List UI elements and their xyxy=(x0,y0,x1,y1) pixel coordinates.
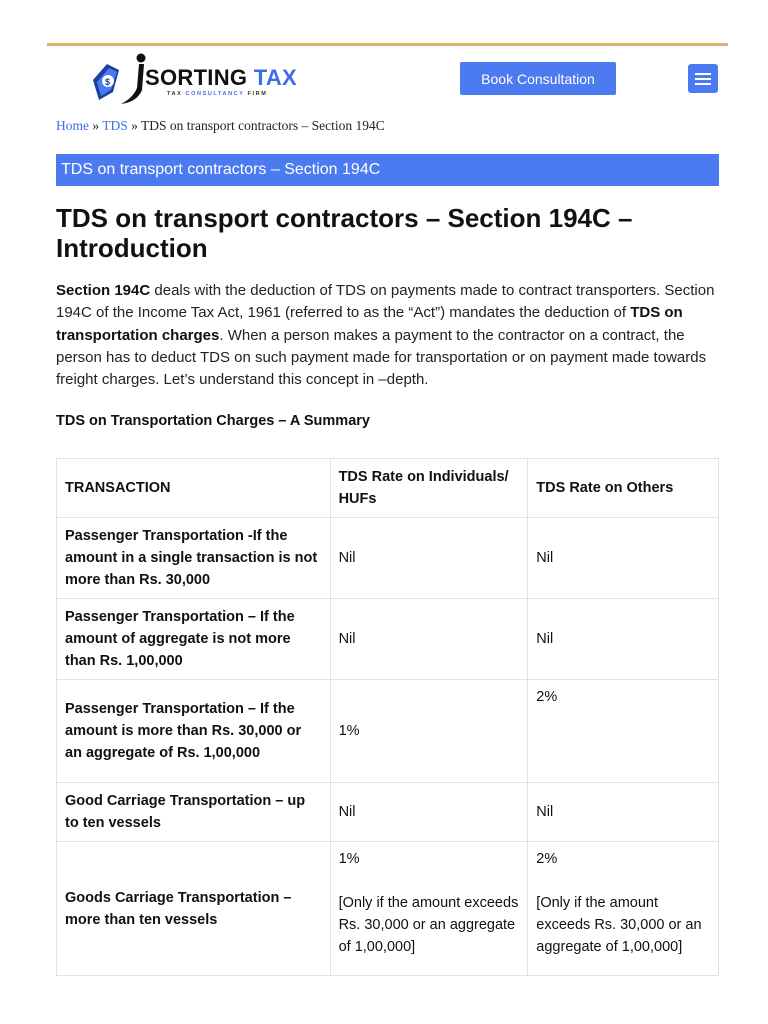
svg-text:$: $ xyxy=(105,77,111,87)
others-rate-cell xyxy=(528,842,719,976)
individual-rate-cell: Nil xyxy=(330,783,528,842)
breadcrumb xyxy=(56,118,385,134)
header-others-rate: TDS Rate on Others xyxy=(528,459,719,518)
logo-tagline-tax: TAX xyxy=(167,91,183,97)
table-row xyxy=(57,599,719,680)
logo-tagline xyxy=(167,91,267,97)
logo-word-tax: TAX xyxy=(253,65,298,90)
others-rate-cell: 2% xyxy=(528,680,719,783)
tds-rate-table xyxy=(56,458,719,976)
logo-tagline-consultancy: CONSULTANCY xyxy=(185,91,245,97)
intro-text-2: . When a person makes a payment to the contractor on a contract, the person has to deduct TDS on such payment made for transportation or on payment made towards freight charges. Let’s understand this concept in –depth. xyxy=(56,326,707,389)
individual-rate-cell: 1% xyxy=(330,680,528,783)
intro-paragraph xyxy=(56,280,721,391)
transaction-cell: Good Carriage Transportation – up to ten vessels xyxy=(57,783,331,842)
hamburger-icon xyxy=(695,73,711,75)
rate-value: 1% xyxy=(338,851,360,867)
table-header-row xyxy=(57,459,719,518)
logo-mark-icon xyxy=(89,50,151,108)
hamburger-icon-bar xyxy=(695,83,711,85)
header-transaction: TRANSACTION xyxy=(57,459,331,518)
individual-rate-cell: Nil xyxy=(330,599,528,680)
intro-text-1: deals with the deduction of TDS on payments made to contract transporters. Section 194C of the Income Tax Act, 1961 (referred to as the “Act”) mandates the deduction of xyxy=(56,282,715,322)
book-consultation-button[interactable]: Book Consultation xyxy=(460,62,616,95)
breadcrumb-separator: » xyxy=(92,118,100,133)
summary-heading: TDS on Transportation Charges – A Summary xyxy=(56,413,370,429)
intro-bold-section: Section 194C xyxy=(56,282,151,299)
site-header xyxy=(47,46,728,112)
hamburger-icon-bar xyxy=(695,78,711,80)
logo-wordmark xyxy=(145,65,297,91)
header-individuals-rate: TDS Rate on Individuals/ HUFs xyxy=(330,459,528,518)
menu-toggle-button[interactable] xyxy=(688,64,718,93)
breadcrumb-current: TDS on transport contractors – Section 194C xyxy=(141,118,385,133)
table-row xyxy=(57,518,719,599)
rate-note: [Only if the amount exceeds Rs. 30,000 or an aggregate of 1,00,000] xyxy=(338,895,519,955)
breadcrumb-tds-link[interactable]: TDS xyxy=(102,118,128,133)
others-rate-cell: Nil xyxy=(528,518,719,599)
transaction-cell: Passenger Transportation – If the amount is more than Rs. 30,000 or an aggregate of Rs. 1,00,000 xyxy=(57,680,331,783)
transaction-cell: Passenger Transportation – If the amount of aggregate is not more than Rs. 1,00,000 xyxy=(57,599,331,680)
logo-tagline-firm: FIRM xyxy=(247,91,268,97)
others-rate-cell: Nil xyxy=(528,599,719,680)
table-row xyxy=(57,842,719,976)
logo-word-sorting: SORTING xyxy=(145,65,248,90)
transaction-cell: Goods Carriage Transportation – more than ten vessels xyxy=(57,842,331,976)
individual-rate-cell xyxy=(330,842,528,976)
rate-note: [Only if the amount exceeds Rs. 30,000 or an aggregate of 1,00,000] xyxy=(536,895,702,955)
table-row xyxy=(57,783,719,842)
others-rate-cell: Nil xyxy=(528,783,719,842)
article-heading: TDS on transport contractors – Section 194C – Introduction xyxy=(56,203,633,263)
individual-rate-cell: Nil xyxy=(330,518,528,599)
breadcrumb-separator: » xyxy=(131,118,138,133)
table-row xyxy=(57,680,719,783)
rate-value: 2% xyxy=(536,851,558,867)
transaction-cell: Passenger Transportation -If the amount in a single transaction is not more than Rs. 30,000 xyxy=(57,518,331,599)
intro-bold-tds-link: TDS on transportation charges xyxy=(56,304,683,344)
page-title-bar: TDS on transport contractors – Section 194C xyxy=(56,154,719,186)
breadcrumb-home-link[interactable]: Home xyxy=(56,118,89,133)
site-logo[interactable] xyxy=(89,50,309,108)
